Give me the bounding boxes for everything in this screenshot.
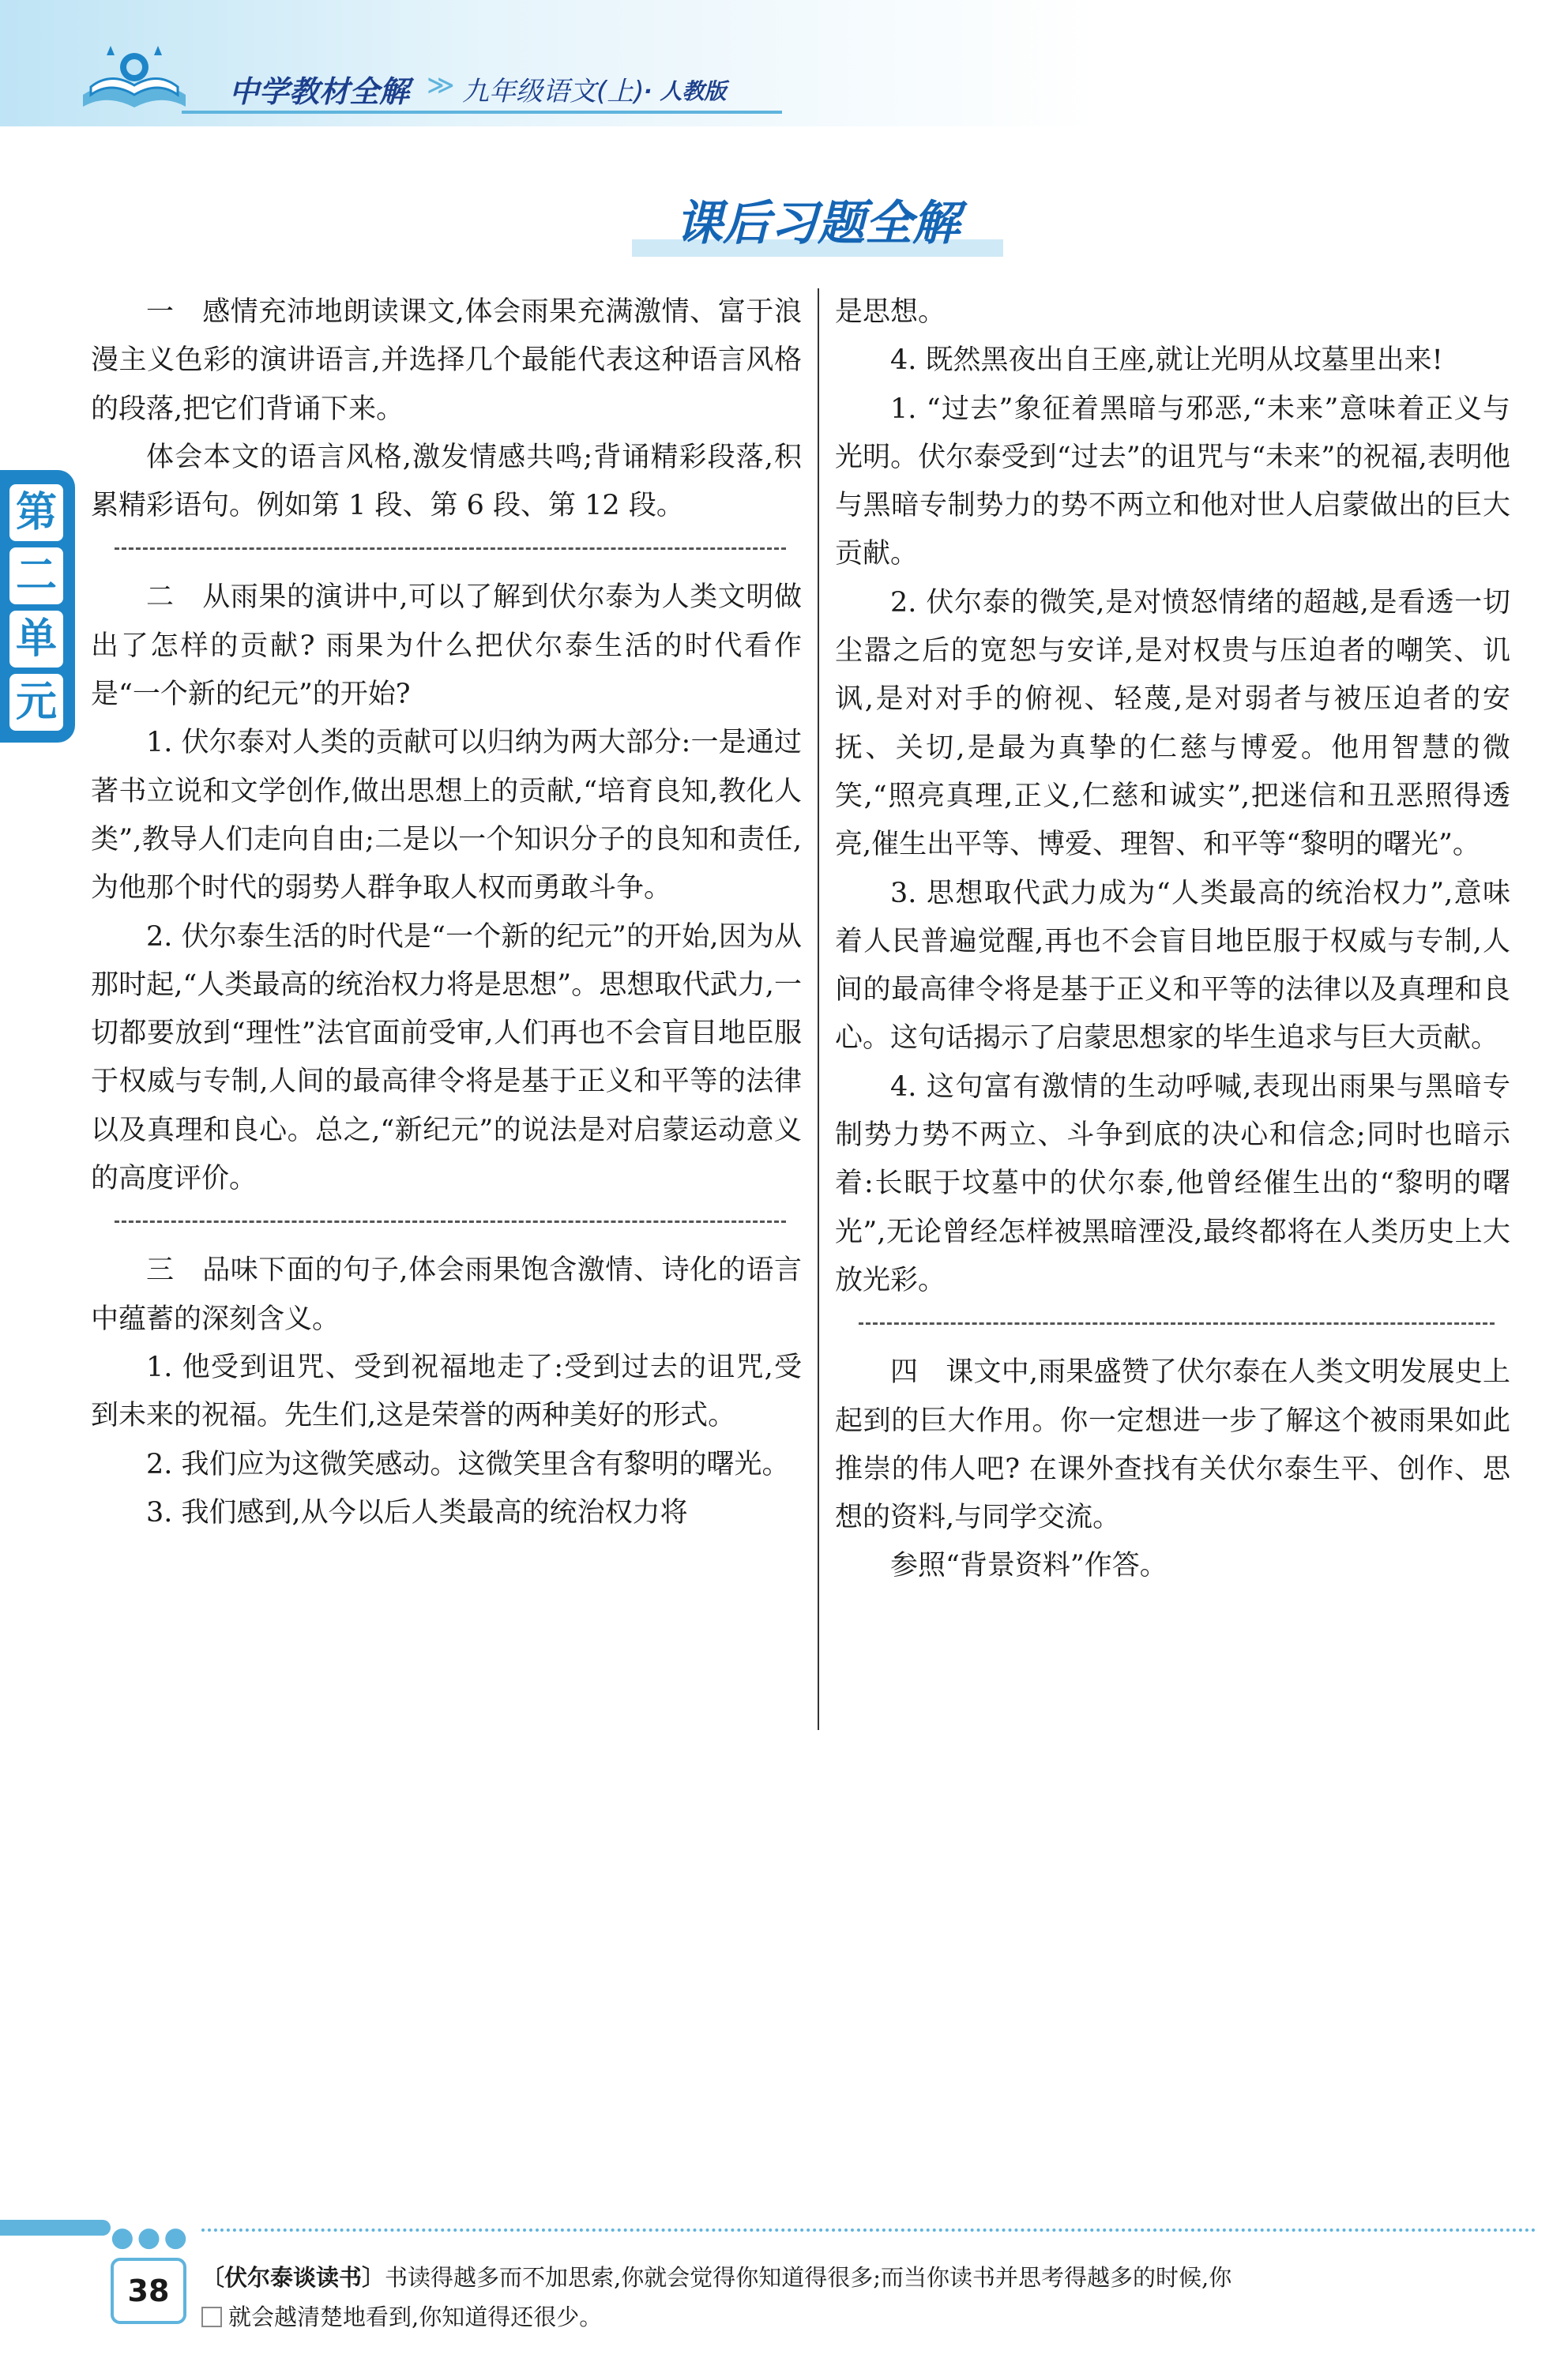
sentence-1: 1. 他受到诅咒、受到祝福地走了:受到过去的诅咒,受到未来的祝福。先生们,这是荣誉的两种美好的形式。 bbox=[91, 1351, 802, 1432]
footer-dots: ●●● bbox=[111, 2221, 191, 2253]
square-bullet-icon bbox=[201, 2307, 222, 2327]
answer-2-part-1: 1. 伏尔泰对人类的贡献可以归纳为两大部分:一是通过著书立说和文学创作,做出思想上的贡献,“培育良知,教化人类”,教导人们走向自由;二是以一个知识分子的良知和责任,为他那个时代的弱势人群争取人权而勇敢斗争。 bbox=[91, 727, 802, 905]
dashed-separator bbox=[859, 1322, 1495, 1325]
unit-tab-char: 二 bbox=[9, 547, 63, 604]
header-rule bbox=[182, 111, 782, 114]
unit-tab-char: 元 bbox=[9, 674, 63, 731]
sentence-4: 4. 既然黑夜出自王座,就让光明从坟墓里出来! bbox=[890, 344, 1443, 377]
footer-accent-bar bbox=[0, 2220, 111, 2236]
question-3: 三 品味下面的句子,体会雨果饱含激情、诗化的语言中蕴蓄的深刻含义。 bbox=[91, 1254, 802, 1335]
section-title: 课后习题全解 bbox=[675, 196, 960, 251]
grade-subject: 九年级语文(上) bbox=[462, 76, 645, 107]
book-logo-icon bbox=[75, 32, 194, 126]
dashed-separator bbox=[115, 547, 786, 550]
footer-quote-line-2: 就会越清楚地看到,你知道得还很少。 bbox=[228, 2304, 603, 2330]
left-column bbox=[91, 288, 802, 1537]
unit-tab-char: 单 bbox=[9, 611, 63, 668]
answer-3-part-3: 3. 思想取代武力成为“人类最高的统治权力”,意味着人民普遍觉醒,再也不会盲目地臣服于权威与专制,人间的最高律令将是基于正义和平等的法律以及真理和良心。这句话揭示了启蒙思想家的毕生追求与巨大贡献。 bbox=[835, 877, 1510, 1055]
answer-2-part-2: 2. 伏尔泰生活的时代是“一个新的纪元”的开始,因为从那时起,“人类最高的统治权力将是思想”。思想取代武力,一切都要放到“理性”法官面前受审,人们再也不会盲目地臣服于权威与专制,人间的最高律令将是基于正义和平等的法律以及真理和良心。总之,“新纪元”的说法是对启蒙运动意义的高度评价。 bbox=[91, 920, 802, 1195]
section-title-block bbox=[632, 186, 1003, 265]
page-header bbox=[0, 0, 1568, 134]
right-column bbox=[835, 288, 1510, 1591]
dashed-separator bbox=[115, 1220, 786, 1223]
unit-tab-char: 第 bbox=[9, 484, 63, 541]
unit-side-tab bbox=[0, 470, 75, 743]
footer-quote bbox=[201, 2258, 1536, 2337]
answer-3-part-2: 2. 伏尔泰的微笑,是对愤怒情绪的超越,是看透一切尘嚣之后的宽恕与安详,是对权贵与压迫者的嘲笑、讥讽,是对对手的俯视、轻蔑,是对弱者与被压迫者的安抚、关切,是最为真挚的仁慈与博爱。他用智慧的微笑,“照亮真理,正义,仁慈和诚实”,把迷信和丑恶照得透亮,催生出平等、博爱、理智、和平等“黎明的曙光”。 bbox=[835, 586, 1510, 861]
answer-1: 体会本文的语言风格,激发情感共鸣;背诵精彩段落,积累精彩语句。例如第 1 段、第 6 段、第 12 段。 bbox=[91, 441, 802, 522]
page-number: 38 bbox=[111, 2258, 186, 2324]
question-4: 四 课文中,雨果盛赞了伏尔泰在人类文明发展史上起到的巨大作用。你一定想进一步了解这个被雨果如此推崇的伟人吧? 在课外查找有关伏尔泰生平、创作、思想的资料,与同学交流。 bbox=[835, 1356, 1510, 1534]
answer-3-part-4: 4. 这句富有激情的生动呼喊,表现出雨果与黑暗专制势力势不两立、斗争到底的决心和信念;同时也暗示着:长眠于坟墓中的伏尔泰,他曾经催生出的“黎明的曙光”,无论曾经怎样被黑暗湮没,最终都将在人类历史上大放光彩。 bbox=[835, 1070, 1510, 1296]
footer-quote-line-1: 书读得越多而不加思索,你就会觉得你知道得很多;而当你读书并思考得越多的时候,你 bbox=[385, 2264, 1232, 2291]
sentence-2: 2. 我们应为这微笑感动。这微笑里含有黎明的曙光。 bbox=[146, 1448, 790, 1480]
edition-label: · 人教版 bbox=[644, 78, 727, 104]
double-chevron-icon: ≫ bbox=[427, 70, 455, 101]
footer-quote-label: 〔伏尔泰谈读书〕 bbox=[201, 2264, 385, 2291]
sentence-3-end: 是思想。 bbox=[835, 296, 946, 328]
answer-3-part-1: 1. “过去”象征着黑暗与邪恶,“未来”意味着正义与光明。伏尔泰受到“过去”的诅咒与“未来”的祝福,表明他与黑暗专制势力的势不两立和他对世人启蒙做出的巨大贡献。 bbox=[835, 393, 1510, 570]
question-1: 一 感情充沛地朗读课文,体会雨果充满激情、富于浪漫主义色彩的演讲语言,并选择几个最能代表这种语言风格的段落,把它们背诵下来。 bbox=[91, 296, 802, 425]
column-divider bbox=[818, 288, 819, 1730]
sentence-3-start: 3. 我们感到,从今以后人类最高的统治权力将 bbox=[146, 1496, 688, 1529]
question-2: 二 从雨果的演讲中,可以了解到伏尔泰为人类文明做出了怎样的贡献? 雨果为什么把伏尔泰生活的时代看作是“一个新的纪元”的开始? bbox=[91, 581, 802, 711]
answer-4: 参照“背景资料”作答。 bbox=[890, 1550, 1168, 1582]
book-series-title: 中学教材全解 bbox=[229, 74, 410, 109]
footer-rule bbox=[201, 2228, 1536, 2232]
